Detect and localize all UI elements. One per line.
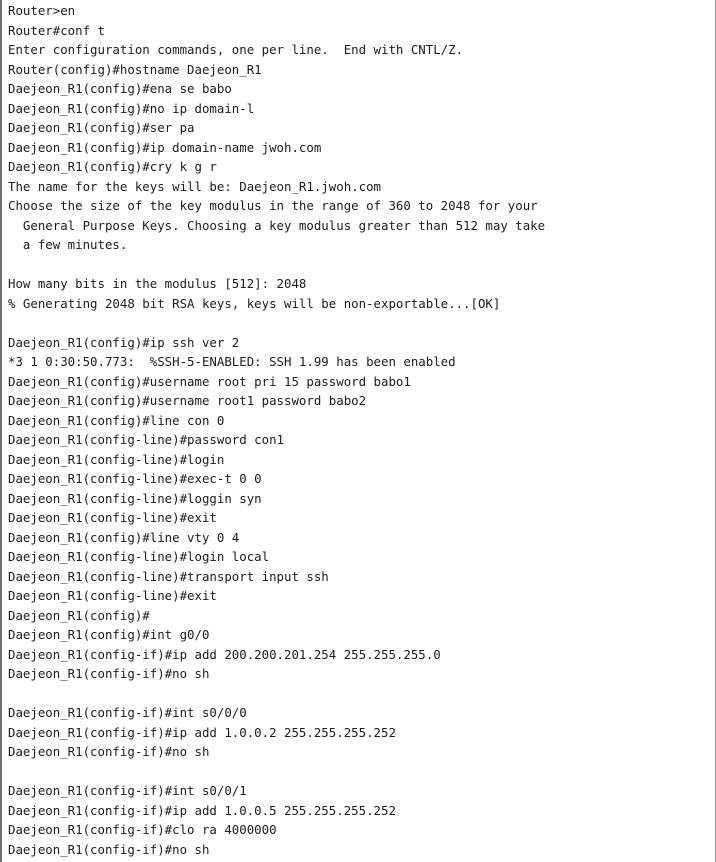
terminal-line: Daejeon_R1(config-if)#ip add 200.200.201.254 255.255.255.0: [8, 646, 441, 662]
terminal-line: Router(config)#hostname Daejeon_R1: [8, 61, 262, 77]
terminal-output[interactable]: [8, 1, 711, 859]
terminal-line: Daejeon_R1(config-if)#no sh: [8, 744, 210, 759]
terminal-line: Daejeon_R1(config-if)#int s0/0/1: [8, 783, 247, 798]
terminal-line: Daejeon_R1(config)#ip domain-name jwoh.com: [8, 139, 322, 155]
terminal-line: *3 1 0:30:50.773: %SSH-5-ENABLED: SSH 1.99 has been enabled: [8, 354, 456, 369]
terminal-line: Daejeon_R1(config-line)#exec-t 0 0: [8, 471, 262, 486]
terminal-line: Daejeon_R1(config-if)#no sh: [8, 841, 210, 857]
terminal-line: Daejeon_R1(config-if)#ip add 1.0.0.5 255.255.255.252: [8, 802, 396, 818]
terminal-line: Daejeon_R1(config)#line vty 0 4: [8, 529, 240, 545]
terminal-line: Daejeon_R1(config)#ser pa: [8, 120, 195, 135]
terminal-line: General Purpose Keys. Choosing a key modulus greater than 512 may take: [8, 217, 546, 233]
terminal-line: Daejeon_R1(config)#cry k g r: [8, 159, 217, 174]
terminal-line: Daejeon_R1(config-if)#ip add 1.0.0.2 255.255.255.252: [8, 724, 396, 740]
terminal-line: [8, 684, 711, 704]
terminal-line: Daejeon_R1(config-line)#loggin syn: [8, 490, 262, 506]
terminal-line: [8, 255, 711, 275]
terminal-line: Daejeon_R1(config-if)#int s0/0/0: [8, 705, 247, 720]
terminal-line: Daejeon_R1(config)#username root1 password babo2: [8, 393, 367, 408]
terminal-line: Daejeon_R1(config-line)#password con1: [8, 432, 285, 447]
terminal-line: [8, 762, 711, 782]
terminal-line: Daejeon_R1(config-if)#clo ra 4000000: [8, 822, 277, 837]
terminal-line: Router>en: [8, 3, 76, 18]
terminal-line: Enter configuration commands, one per line. End with CNTL/Z.: [8, 42, 464, 57]
terminal-line: Daejeon_R1(config)#no ip domain-l: [8, 100, 255, 116]
terminal-line: Daejeon_R1(config-line)#exit: [8, 510, 217, 525]
terminal-line: Daejeon_R1(config)#username root pri 15 password babo1: [8, 373, 411, 389]
terminal-line: The name for the keys will be: Daejeon_R1.jwoh.com: [8, 178, 381, 194]
terminal-line: [8, 313, 711, 333]
terminal-line: How many bits in the modulus [512]: 2048: [8, 276, 307, 291]
terminal-line: Daejeon_R1(config-line)#transport input ssh: [8, 568, 329, 584]
terminal-line: Daejeon_R1(config)#int g0/0: [8, 627, 210, 642]
terminal-line: a few minutes.: [8, 237, 128, 252]
terminal-line: Daejeon_R1(config)#: [8, 607, 150, 623]
terminal-line: % Generating 2048 bit RSA keys, keys will be non-exportable...[OK]: [8, 295, 501, 311]
terminal-line: Daejeon_R1(config-if)#no sh: [8, 666, 210, 681]
terminal-line: Daejeon_R1(config-line)#exit: [8, 588, 217, 603]
terminal-line: Daejeon_R1(config)#ip ssh ver 2: [8, 334, 240, 350]
terminal-line: Daejeon_R1(config-line)#login: [8, 451, 225, 467]
terminal-line: Router#conf t: [8, 22, 105, 38]
terminal-line: Daejeon_R1(config-line)#login local: [8, 549, 270, 564]
terminal-line: Daejeon_R1(config)#line con 0: [8, 412, 225, 428]
terminal-line: Daejeon_R1(config)#ena se babo: [8, 81, 232, 96]
terminal-line: Choose the size of the key modulus in the range of 360 to 2048 for your: [8, 198, 538, 213]
